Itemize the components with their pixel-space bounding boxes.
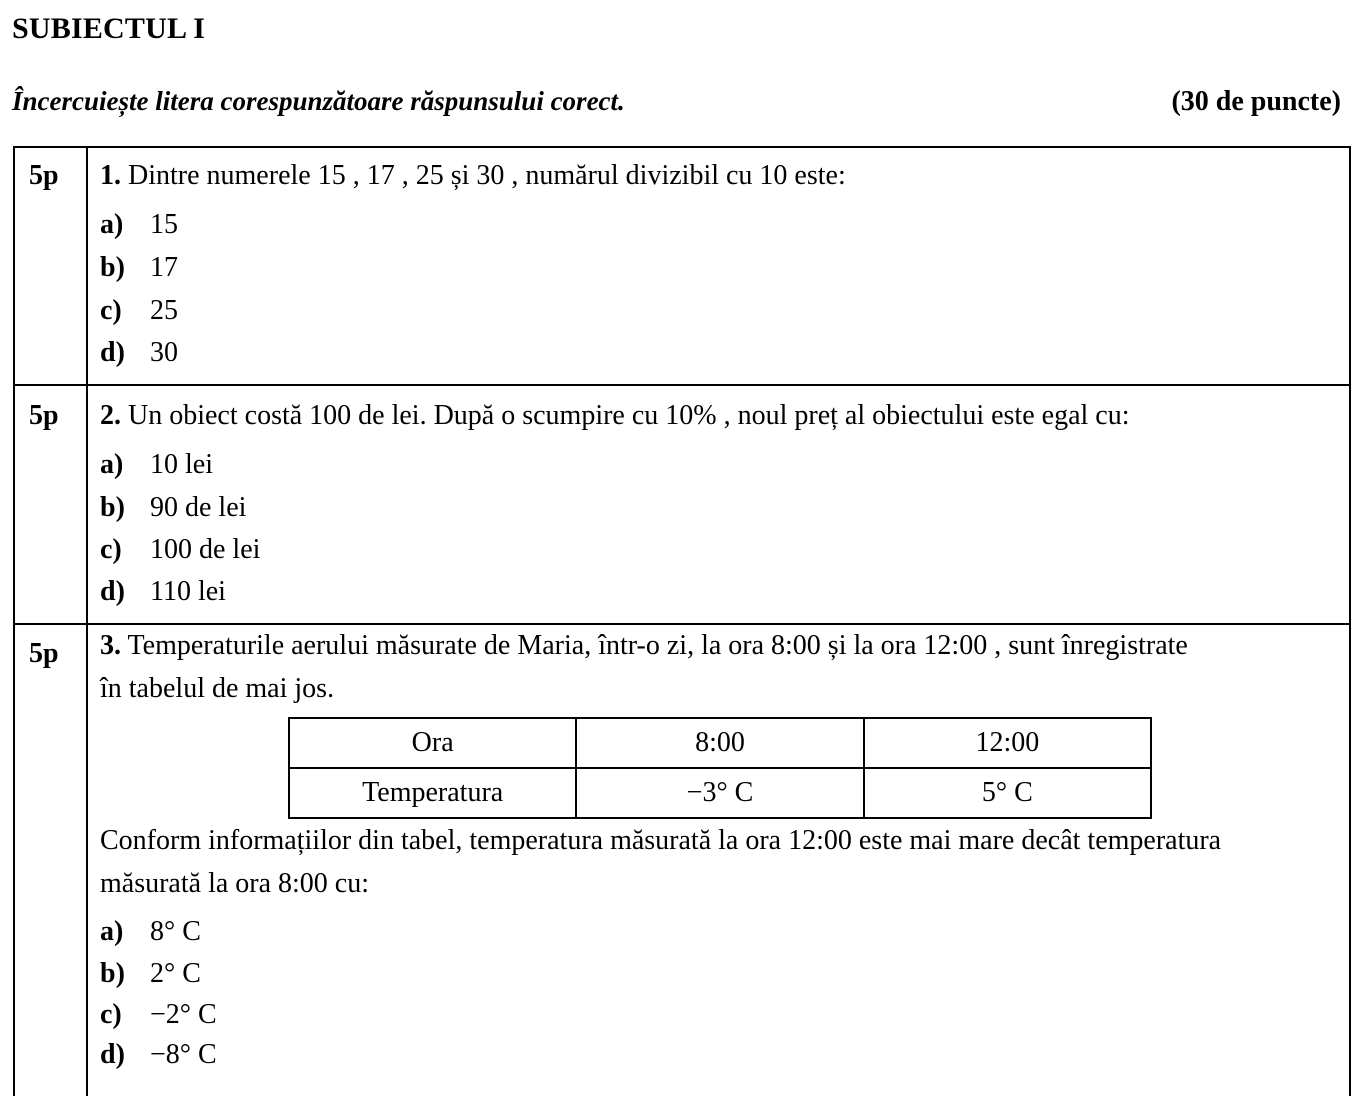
option-text: 30: [150, 337, 178, 368]
option-text: 17: [150, 252, 178, 283]
table-cell: 8:00: [576, 718, 863, 768]
column-divider: [86, 148, 88, 1096]
option-text: 110 lei: [150, 576, 226, 607]
question-3-option-b[interactable]: [100, 958, 201, 990]
option-letter: a): [100, 449, 124, 480]
question-3-followup-line2: măsurată la ora 8:00 cu:: [100, 868, 370, 899]
row-divider-2: [15, 623, 1349, 625]
question-1-number: 1.: [100, 160, 121, 191]
question-3-stem-line2: în tabelul de mai jos.: [100, 673, 335, 704]
option-letter: d): [100, 337, 125, 368]
option-text: 25: [150, 295, 178, 326]
option-letter: d): [100, 576, 125, 607]
row-divider-1: [15, 384, 1349, 386]
table-cell: Ora: [289, 718, 576, 768]
question-3-option-c[interactable]: [100, 999, 217, 1031]
question-1-text: [100, 160, 846, 192]
question-1-option-a[interactable]: [100, 209, 178, 241]
option-letter: d): [100, 1039, 125, 1070]
instruction-text: Încercuiește litera corespunzătoare răspunsului corect.: [12, 86, 625, 116]
question-3-followup-line1: Conform informațiilor din tabel, temperatura măsurată la ora 12:00 este mai mare decât temperatura: [100, 825, 1222, 856]
exam-table: [13, 146, 1351, 1096]
question-1-stem: Dintre numerele 15 , 17 , 25 și 30 , numărul divizibil cu 10 este:: [128, 160, 846, 191]
table-cell: 12:00: [864, 718, 1151, 768]
option-letter: a): [100, 209, 124, 240]
option-text: 2° C: [150, 958, 201, 989]
question-1-points: 5p: [29, 160, 59, 191]
question-3-option-a[interactable]: [100, 916, 201, 948]
option-text: 15: [150, 209, 178, 240]
table-cell: −3° C: [576, 768, 863, 818]
option-letter: a): [100, 916, 124, 947]
option-text: 8° C: [150, 916, 201, 947]
option-text: −2° C: [150, 999, 217, 1030]
question-2-option-a[interactable]: [100, 449, 213, 481]
question-2-number: 2.: [100, 400, 121, 431]
option-text: −8° C: [150, 1039, 217, 1070]
question-2-option-b[interactable]: [100, 492, 246, 524]
question-3-points: 5p: [29, 638, 59, 669]
question-3-stem-line1: Temperaturile aerului măsurate de Maria, într-o zi, la ora 8:00 și la ora 12:00 , sunt înregistrate: [127, 630, 1188, 661]
option-letter: b): [100, 958, 125, 989]
question-2-option-c[interactable]: [100, 534, 260, 566]
question-1-option-c[interactable]: [100, 295, 178, 327]
table-cell: Temperatura: [289, 768, 576, 818]
question-2-text: [100, 400, 1129, 432]
option-letter: c): [100, 295, 122, 326]
option-letter: c): [100, 534, 122, 565]
total-points: (30 de puncte): [1171, 86, 1341, 117]
temperature-table: [288, 717, 1152, 819]
question-3-option-d[interactable]: [100, 1039, 217, 1071]
table-cell: 5° C: [864, 768, 1151, 818]
question-2-option-d[interactable]: [100, 576, 226, 608]
option-letter: c): [100, 999, 122, 1030]
option-text: 100 de lei: [150, 534, 261, 565]
option-letter: b): [100, 252, 125, 283]
question-1-option-b[interactable]: [100, 252, 178, 284]
question-3-text: [100, 630, 1188, 662]
option-letter: b): [100, 492, 125, 523]
table-row: [289, 768, 1151, 818]
section-title: SUBIECTUL I: [12, 12, 206, 45]
question-3-number: 3.: [100, 630, 121, 661]
question-1-option-d[interactable]: [100, 337, 178, 369]
question-2-stem: Un obiect costă 100 de lei. După o scumpire cu 10% , noul preț al obiectului este egal cu:: [128, 400, 1130, 431]
question-2-points: 5p: [29, 400, 59, 431]
option-text: 10 lei: [150, 449, 213, 480]
option-text: 90 de lei: [150, 492, 247, 523]
table-row: [289, 718, 1151, 768]
